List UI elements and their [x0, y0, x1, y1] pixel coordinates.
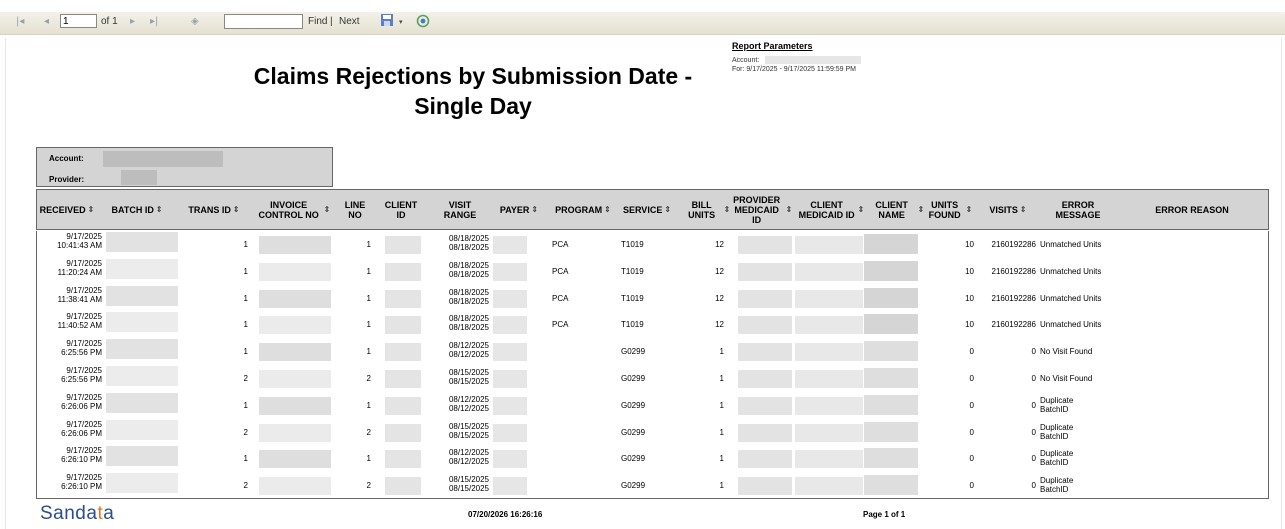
redacted-cell	[106, 232, 178, 252]
save-icon[interactable]	[381, 14, 394, 27]
redacted-cell	[106, 393, 178, 413]
redacted-cell	[795, 397, 863, 415]
received-time: 6:26:10 PM	[61, 482, 102, 491]
received-time: 11:40:52 AM	[57, 321, 102, 330]
report-toolbar	[0, 0, 1285, 40]
redacted-cell	[106, 446, 178, 466]
error-message-line2: BatchID	[1040, 485, 1069, 494]
footer-page-label: Page 1 of 1	[863, 510, 906, 519]
visit-end: 08/12/2025	[448, 404, 489, 413]
redacted-cell	[106, 473, 178, 493]
visit-end: 08/12/2025	[448, 457, 489, 466]
first-page-icon[interactable]: |◂	[16, 16, 25, 27]
column-header[interactable]	[106, 190, 168, 230]
sort-icon[interactable]: ⇕	[531, 205, 539, 214]
redacted-cell	[385, 290, 421, 308]
bill-units: 1	[719, 347, 724, 356]
column-header-label: BATCH ID	[111, 205, 154, 215]
column-header-label: ERROR REASON	[1155, 205, 1229, 215]
redacted-cell	[795, 316, 863, 334]
redacted-cell	[738, 477, 792, 495]
error-message: Unmatched Units	[1040, 294, 1102, 303]
line-no: 1	[366, 347, 371, 356]
visits: 0	[1031, 454, 1036, 463]
toolbar-separator: |	[330, 16, 333, 27]
column-header[interactable]	[924, 190, 974, 230]
visit-end: 08/18/2025	[448, 323, 489, 332]
error-message-line2: BatchID	[1040, 432, 1069, 441]
trans-id: 2	[243, 374, 248, 383]
received-time: 10:41:43 AM	[57, 241, 102, 250]
units-found: 10	[965, 294, 974, 303]
error-message: No Visit Found	[1040, 347, 1093, 356]
footer-timestamp: 07/20/2026 16:26:16	[468, 510, 543, 519]
sort-icon[interactable]: ⇕	[917, 205, 925, 214]
column-header[interactable]	[796, 190, 866, 230]
visits: 0	[1031, 374, 1036, 383]
received-time: 6:26:10 PM	[61, 455, 102, 464]
redacted-cell	[493, 343, 527, 361]
redacted-cell	[864, 314, 918, 334]
redacted-cell	[385, 397, 421, 415]
line-no: 1	[366, 401, 371, 410]
sort-icon[interactable]: ⇕	[965, 205, 973, 214]
received-time: 6:25:56 PM	[61, 375, 102, 384]
visit-end: 08/18/2025	[448, 270, 489, 279]
visit-start: 08/18/2025	[448, 314, 489, 323]
visits: 0	[1031, 481, 1036, 490]
redacted-cell	[493, 424, 527, 442]
error-message: Unmatched Units	[1040, 240, 1102, 249]
redacted-cell	[106, 339, 178, 359]
visits: 2160192286	[991, 294, 1036, 303]
column-header[interactable]	[980, 190, 1036, 230]
redacted-cell	[864, 288, 918, 308]
program: PCA	[552, 294, 569, 303]
received-time: 11:38:41 AM	[57, 295, 102, 304]
column-header[interactable]	[680, 190, 732, 230]
line-no: 1	[366, 267, 371, 276]
received-date: 9/17/2025	[66, 286, 102, 295]
report-parameters-link[interactable]: Report Parameters	[732, 41, 813, 51]
redacted-cell	[864, 448, 918, 468]
visits: 2160192286	[991, 267, 1036, 276]
received-date: 9/17/2025	[66, 420, 102, 429]
line-no: 1	[366, 294, 371, 303]
error-message-line2: BatchID	[1040, 405, 1069, 414]
received-date: 9/17/2025	[66, 366, 102, 375]
trans-id: 1	[243, 401, 248, 410]
redacted-cell	[385, 450, 421, 468]
sandata-logo	[40, 503, 114, 525]
visit-end: 08/12/2025	[448, 350, 489, 359]
sort-icon[interactable]: ⇕	[232, 205, 240, 214]
units-found: 10	[965, 240, 974, 249]
logo-text-a: Sanda	[40, 503, 98, 524]
redacted-cell	[385, 424, 421, 442]
trans-id: 1	[243, 267, 248, 276]
column-header-label: UNITS FOUND	[928, 200, 961, 220]
bill-units: 12	[715, 320, 724, 329]
visit-start: 08/18/2025	[448, 288, 489, 297]
report-title	[206, 61, 740, 121]
redacted-cell	[259, 236, 331, 254]
back-icon[interactable]: ◈	[191, 16, 199, 27]
bill-units: 1	[719, 374, 724, 383]
sort-icon[interactable]: ⇕	[87, 205, 95, 214]
units-found: 0	[969, 374, 974, 383]
service: T1019	[621, 320, 644, 329]
redacted-cell	[259, 343, 331, 361]
visit-end: 08/15/2025	[448, 377, 489, 386]
service: G0299	[621, 481, 646, 490]
units-found: 0	[969, 481, 974, 490]
visit-start: 08/12/2025	[448, 395, 489, 404]
refresh-icon[interactable]	[416, 14, 430, 28]
service: G0299	[621, 401, 646, 410]
line-no: 2	[366, 428, 371, 437]
trans-id: 1	[243, 294, 248, 303]
logo-text-b: t	[97, 503, 104, 524]
visit-start: 08/12/2025	[448, 448, 489, 457]
program: PCA	[552, 267, 569, 276]
units-found: 0	[969, 428, 974, 437]
redacted-cell	[385, 477, 421, 495]
received-time: 11:20:24 AM	[57, 268, 102, 277]
service: T1019	[621, 267, 644, 276]
redacted-cell	[864, 475, 918, 495]
visits: 2160192286	[991, 240, 1036, 249]
trans-id: 1	[243, 347, 248, 356]
last-page-icon[interactable]: ▸|	[150, 16, 159, 27]
column-header[interactable]	[548, 190, 618, 230]
line-no: 1	[366, 240, 371, 249]
received-date: 9/17/2025	[66, 473, 102, 482]
redacted-cell	[493, 263, 527, 281]
redacted-cell	[795, 370, 863, 388]
visits: 0	[1031, 428, 1036, 437]
find-input[interactable]	[224, 14, 303, 29]
line-no: 1	[366, 454, 371, 463]
sort-icon[interactable]: ⇕	[1019, 205, 1027, 214]
next-page-icon[interactable]: ▸	[130, 16, 136, 27]
redacted-cell	[106, 286, 178, 306]
error-message-line2: BatchID	[1040, 458, 1069, 467]
visit-end: 08/15/2025	[448, 484, 489, 493]
sort-icon[interactable]: ⇕	[785, 205, 793, 214]
column-header[interactable]	[494, 190, 544, 230]
column-header	[434, 190, 486, 230]
redacted-cell	[259, 370, 331, 388]
visit-start: 08/12/2025	[448, 341, 489, 350]
line-no: 2	[366, 481, 371, 490]
trans-id: 1	[243, 320, 248, 329]
redacted-cell	[864, 368, 918, 388]
error-message: No Visit Found	[1040, 374, 1093, 383]
column-header	[376, 190, 426, 230]
sort-icon[interactable]: ⇕	[664, 205, 672, 214]
column-header-label: SERVICE	[622, 205, 663, 215]
account-provider-box	[36, 147, 333, 187]
visits: 0	[1031, 347, 1036, 356]
redacted-cell	[493, 236, 527, 254]
redacted-cell	[106, 420, 178, 440]
redacted-cell	[106, 366, 178, 386]
redacted-cell	[259, 316, 331, 334]
redacted-cell	[385, 370, 421, 388]
report-title-line2: Single Day	[414, 93, 532, 119]
redacted-cell	[795, 290, 863, 308]
redacted-cell	[738, 450, 792, 468]
received-date: 9/17/2025	[66, 259, 102, 268]
units-found: 10	[965, 320, 974, 329]
redacted-cell	[493, 397, 527, 415]
column-header-label: CLIENT NAME	[875, 200, 908, 220]
visit-start: 08/15/2025	[448, 475, 489, 484]
error-message: Duplicate	[1040, 476, 1074, 485]
received-date: 9/17/2025	[66, 312, 102, 321]
report-title-line1: Claims Rejections by Submission Date -	[253, 63, 693, 89]
redacted-cell	[493, 290, 527, 308]
sort-icon[interactable]: ⇕	[723, 205, 731, 214]
sort-icon[interactable]: ⇕	[323, 205, 331, 214]
redacted-cell	[738, 370, 792, 388]
redacted-cell	[738, 263, 792, 281]
redacted-cell	[864, 261, 918, 281]
bill-units: 12	[715, 267, 724, 276]
error-message: Duplicate	[1040, 423, 1074, 432]
redacted-cell	[385, 343, 421, 361]
redacted-cell	[106, 259, 178, 279]
visit-end: 08/18/2025	[448, 297, 489, 306]
column-header[interactable]	[866, 190, 926, 230]
visit-start: 08/15/2025	[448, 368, 489, 377]
redacted-cell	[259, 450, 331, 468]
error-message: Unmatched Units	[1040, 320, 1102, 329]
column-header[interactable]	[618, 190, 676, 230]
column-header[interactable]	[728, 190, 794, 230]
next-button[interactable]: Next	[339, 16, 360, 27]
redacted-cell	[385, 263, 421, 281]
column-header-label: RECEIVED	[39, 205, 86, 215]
visit-end: 08/15/2025	[448, 431, 489, 440]
redacted-cell	[795, 343, 863, 361]
trans-id: 1	[243, 240, 248, 249]
column-header-label: PROVIDER MEDICAID ID	[733, 195, 781, 225]
redacted-cell	[864, 395, 918, 415]
find-button[interactable]: Find	[308, 16, 328, 27]
column-header	[1122, 190, 1262, 230]
error-message: Duplicate	[1040, 396, 1074, 405]
service: T1019	[621, 294, 644, 303]
redacted-cell	[864, 341, 918, 361]
provider-label: Provider:	[49, 175, 85, 184]
line-no: 2	[366, 374, 371, 383]
sort-icon[interactable]: ⇕	[604, 205, 611, 214]
column-header	[336, 190, 374, 230]
prev-page-icon[interactable]: ◂	[44, 16, 50, 27]
line-no: 1	[366, 320, 371, 329]
column-header-label: PROGRAM	[555, 205, 603, 215]
received-date: 9/17/2025	[66, 446, 102, 455]
received-time: 6:26:06 PM	[61, 402, 102, 411]
received-date: 9/17/2025	[66, 232, 102, 241]
redacted-cell	[385, 236, 421, 254]
units-found: 0	[969, 347, 974, 356]
error-message: Unmatched Units	[1040, 267, 1102, 276]
save-dropdown-icon[interactable]: ▾	[399, 18, 403, 26]
bill-units: 12	[715, 294, 724, 303]
redacted-cell	[259, 397, 331, 415]
redacted-cell	[493, 370, 527, 388]
received-time: 6:26:06 PM	[61, 429, 102, 438]
visit-start: 08/15/2025	[448, 422, 489, 431]
params-account: Account:	[732, 57, 760, 64]
column-header[interactable]	[186, 190, 242, 230]
bill-units: 1	[719, 481, 724, 490]
redacted-cell	[795, 477, 863, 495]
redacted-cell	[385, 316, 421, 334]
redacted-cell	[259, 290, 331, 308]
redacted-cell	[795, 450, 863, 468]
units-found: 0	[969, 454, 974, 463]
column-header-label: INVOICE CONTROL NO	[258, 200, 319, 220]
redacted-cell	[738, 343, 792, 361]
bill-units: 12	[715, 240, 724, 249]
received-date: 9/17/2025	[66, 393, 102, 402]
redacted-cell	[106, 312, 178, 332]
redacted-cell	[738, 397, 792, 415]
sort-icon[interactable]: ⇕	[155, 205, 163, 214]
redacted-cell	[493, 450, 527, 468]
column-header-label: LINE NO	[344, 200, 366, 220]
redacted-cell	[259, 477, 331, 495]
redacted-cell	[864, 234, 918, 254]
page-number-input[interactable]: 1	[60, 14, 97, 28]
visit-start: 08/18/2025	[448, 261, 489, 270]
visit-start: 08/18/2025	[448, 234, 489, 243]
service: G0299	[621, 347, 646, 356]
program: PCA	[552, 240, 569, 249]
trans-id: 2	[243, 481, 248, 490]
redacted-account-value	[103, 151, 223, 167]
redacted-cell	[493, 316, 527, 334]
column-header-label: VISIT RANGE	[443, 200, 477, 220]
params-date-range: For: 9/17/2025 - 9/17/2025 11:59:59 PM	[732, 66, 857, 73]
redacted-cell	[493, 477, 527, 495]
column-header-label: CLIENT ID	[384, 200, 418, 220]
sort-icon[interactable]: ⇕	[857, 205, 865, 214]
service: G0299	[621, 454, 646, 463]
page-count-label: of 1	[101, 16, 118, 27]
units-found: 0	[969, 401, 974, 410]
trans-id: 2	[243, 428, 248, 437]
column-header-label: ERROR MESSAGE	[1055, 200, 1101, 220]
received-date: 9/17/2025	[66, 339, 102, 348]
column-header[interactable]	[37, 190, 97, 230]
received-time: 6:25:56 PM	[61, 348, 102, 357]
redacted-cell	[795, 263, 863, 281]
column-header-label: BILL UNITS	[688, 200, 716, 220]
column-header-label: VISITS	[989, 205, 1018, 215]
service: G0299	[621, 428, 646, 437]
column-header-label: TRANS ID	[188, 205, 231, 215]
column-header-label: PAYER	[499, 205, 530, 215]
visits: 2160192286	[991, 320, 1036, 329]
trans-id: 1	[243, 454, 248, 463]
redacted-cell	[738, 316, 792, 334]
bill-units: 1	[719, 401, 724, 410]
logo-text-c: a	[103, 503, 115, 524]
program: PCA	[552, 320, 569, 329]
column-header-label: CLIENT MEDICAID ID	[798, 200, 855, 220]
service: G0299	[621, 374, 646, 383]
redacted-provider-value	[121, 170, 157, 185]
redacted-cell	[259, 424, 331, 442]
visit-end: 08/18/2025	[448, 243, 489, 252]
redacted-cell	[738, 424, 792, 442]
units-found: 10	[965, 267, 974, 276]
column-header	[1038, 190, 1118, 230]
redacted-account	[765, 56, 861, 64]
visits: 0	[1031, 401, 1036, 410]
column-header[interactable]	[254, 190, 332, 230]
redacted-cell	[738, 290, 792, 308]
account-label: Account:	[49, 154, 84, 163]
redacted-cell	[795, 424, 863, 442]
service: T1019	[621, 240, 644, 249]
redacted-cell	[864, 422, 918, 442]
bill-units: 1	[719, 454, 724, 463]
error-message: Duplicate	[1040, 449, 1074, 458]
bill-units: 1	[719, 428, 724, 437]
redacted-cell	[795, 236, 863, 254]
redacted-cell	[738, 236, 792, 254]
redacted-cell	[259, 263, 331, 281]
